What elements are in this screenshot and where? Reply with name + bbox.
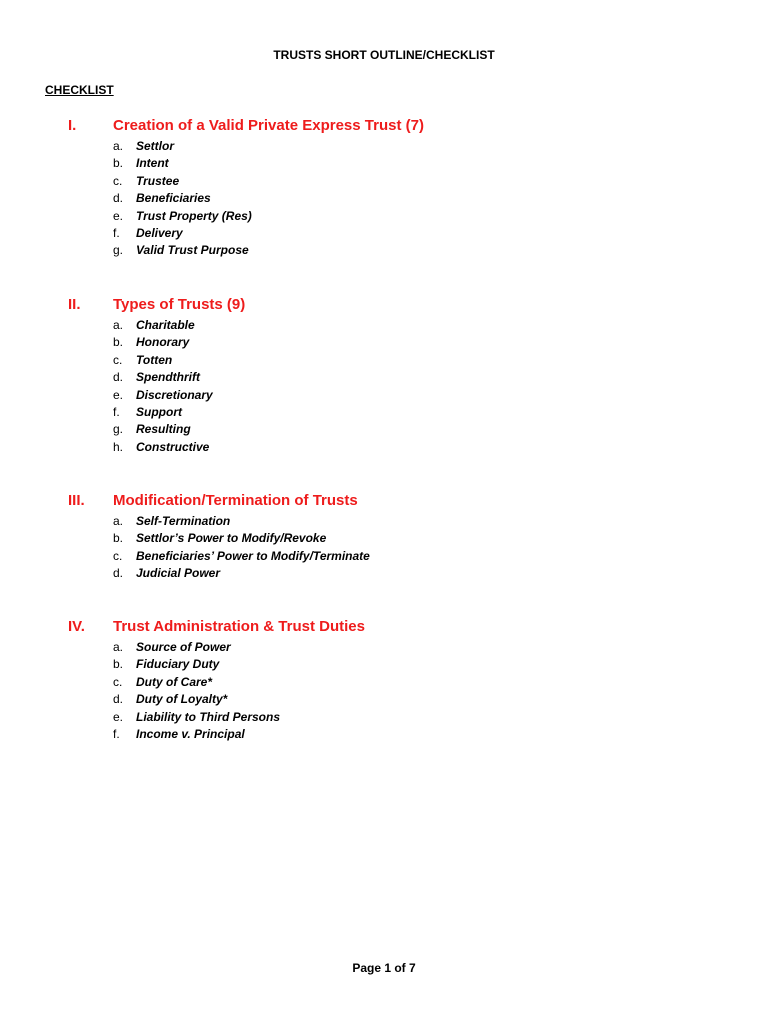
checklist-item bbox=[0, 174, 768, 191]
checklist-item bbox=[0, 405, 768, 422]
item-text: Resulting bbox=[136, 422, 191, 437]
section-number: IV. bbox=[68, 618, 85, 635]
item-text: Fiduciary Duty bbox=[136, 657, 220, 672]
checklist-item bbox=[0, 514, 768, 531]
section-title: Modification/Termination of Trusts bbox=[113, 492, 358, 509]
checklist-items bbox=[0, 514, 768, 584]
checklist-item bbox=[0, 156, 768, 173]
checklist-item bbox=[0, 675, 768, 692]
section bbox=[0, 296, 768, 457]
checklist-item bbox=[0, 640, 768, 657]
checklist-item bbox=[0, 370, 768, 387]
section-title: Creation of a Valid Private Express Trust (7) bbox=[113, 117, 424, 134]
checklist-item bbox=[0, 388, 768, 405]
page-number: Page 1 of 7 bbox=[352, 961, 416, 975]
checklist-item bbox=[0, 191, 768, 208]
checklist-item bbox=[0, 692, 768, 709]
item-text: Intent bbox=[136, 156, 169, 171]
section bbox=[0, 492, 768, 584]
section-heading bbox=[0, 492, 768, 514]
item-letter: a. bbox=[113, 318, 124, 332]
item-text: Income v. Principal bbox=[136, 726, 245, 741]
item-text: Constructive bbox=[136, 439, 210, 454]
section-title: Trust Administration & Trust Duties bbox=[113, 618, 365, 635]
checklist-item bbox=[0, 209, 768, 226]
checklist-heading: CHECKLIST bbox=[45, 83, 114, 97]
item-letter: d. bbox=[113, 692, 124, 707]
item-letter: b. bbox=[113, 156, 124, 171]
item-text: Charitable bbox=[136, 318, 195, 332]
checklist-items bbox=[0, 318, 768, 457]
checklist-item bbox=[0, 243, 768, 260]
section-heading bbox=[0, 296, 768, 318]
section-number: II. bbox=[68, 296, 81, 313]
section bbox=[0, 618, 768, 744]
item-letter: e. bbox=[113, 387, 124, 402]
item-letter: e. bbox=[113, 709, 124, 724]
item-letter: f. bbox=[113, 726, 120, 741]
item-text: Support bbox=[136, 404, 182, 419]
checklist-item bbox=[0, 139, 768, 156]
section-number: I. bbox=[68, 117, 77, 134]
item-text: Delivery bbox=[136, 225, 183, 240]
item-letter: b. bbox=[113, 335, 124, 350]
item-text: Duty of Care* bbox=[136, 674, 213, 689]
item-letter: e. bbox=[113, 208, 124, 223]
checklist-item bbox=[0, 440, 768, 457]
checklist-item bbox=[0, 727, 768, 744]
item-text: Beneficiaries’ Power to Modify/Terminate bbox=[136, 548, 370, 563]
section-heading bbox=[0, 618, 768, 640]
item-letter: c. bbox=[113, 548, 123, 563]
checklist-item bbox=[0, 531, 768, 548]
item-letter: c. bbox=[113, 352, 123, 367]
item-text: Trustee bbox=[136, 173, 180, 188]
item-letter: c. bbox=[113, 173, 123, 188]
item-text: Self-Termination bbox=[136, 514, 231, 528]
item-text: Honorary bbox=[136, 335, 190, 350]
checklist-item bbox=[0, 566, 768, 583]
item-letter: b. bbox=[113, 531, 124, 546]
item-letter: f. bbox=[113, 225, 120, 240]
checklist-item bbox=[0, 335, 768, 352]
item-text: Spendthrift bbox=[136, 370, 200, 385]
item-text: Discretionary bbox=[136, 387, 213, 402]
checklist-item bbox=[0, 318, 768, 335]
item-text: Judicial Power bbox=[136, 566, 221, 581]
section bbox=[0, 117, 768, 261]
item-letter: c. bbox=[113, 674, 123, 689]
checklist-item bbox=[0, 353, 768, 370]
item-text: Duty of Loyalty* bbox=[136, 692, 228, 707]
item-text: Totten bbox=[136, 352, 173, 367]
item-letter: g. bbox=[113, 422, 124, 437]
section-title: Types of Trusts (9) bbox=[113, 296, 246, 313]
item-letter: h. bbox=[113, 439, 124, 454]
item-text: Valid Trust Purpose bbox=[136, 243, 249, 258]
item-letter: a. bbox=[113, 139, 124, 153]
checklist-item bbox=[0, 710, 768, 727]
item-letter: d. bbox=[113, 566, 124, 581]
checklist-item bbox=[0, 657, 768, 674]
section-number: III. bbox=[68, 492, 85, 509]
item-letter: d. bbox=[113, 191, 124, 206]
checklist-items bbox=[0, 640, 768, 744]
section-heading bbox=[0, 117, 768, 139]
item-letter: d. bbox=[113, 370, 124, 385]
item-text: Source of Power bbox=[136, 640, 231, 654]
checklist-item bbox=[0, 226, 768, 243]
checklist-item bbox=[0, 422, 768, 439]
item-letter: b. bbox=[113, 657, 124, 672]
item-text: Beneficiaries bbox=[136, 191, 211, 206]
item-text: Trust Property (Res) bbox=[136, 208, 252, 223]
item-letter: a. bbox=[113, 514, 124, 528]
item-letter: a. bbox=[113, 640, 124, 654]
checklist-items bbox=[0, 139, 768, 261]
item-letter: g. bbox=[113, 243, 124, 258]
page-title: TRUSTS SHORT OUTLINE/CHECKLIST bbox=[273, 48, 495, 62]
checklist-item bbox=[0, 549, 768, 566]
item-text: Settlor’s Power to Modify/Revoke bbox=[136, 531, 327, 546]
item-text: Settlor bbox=[136, 139, 175, 153]
item-letter: f. bbox=[113, 404, 120, 419]
item-text: Liability to Third Persons bbox=[136, 709, 281, 724]
